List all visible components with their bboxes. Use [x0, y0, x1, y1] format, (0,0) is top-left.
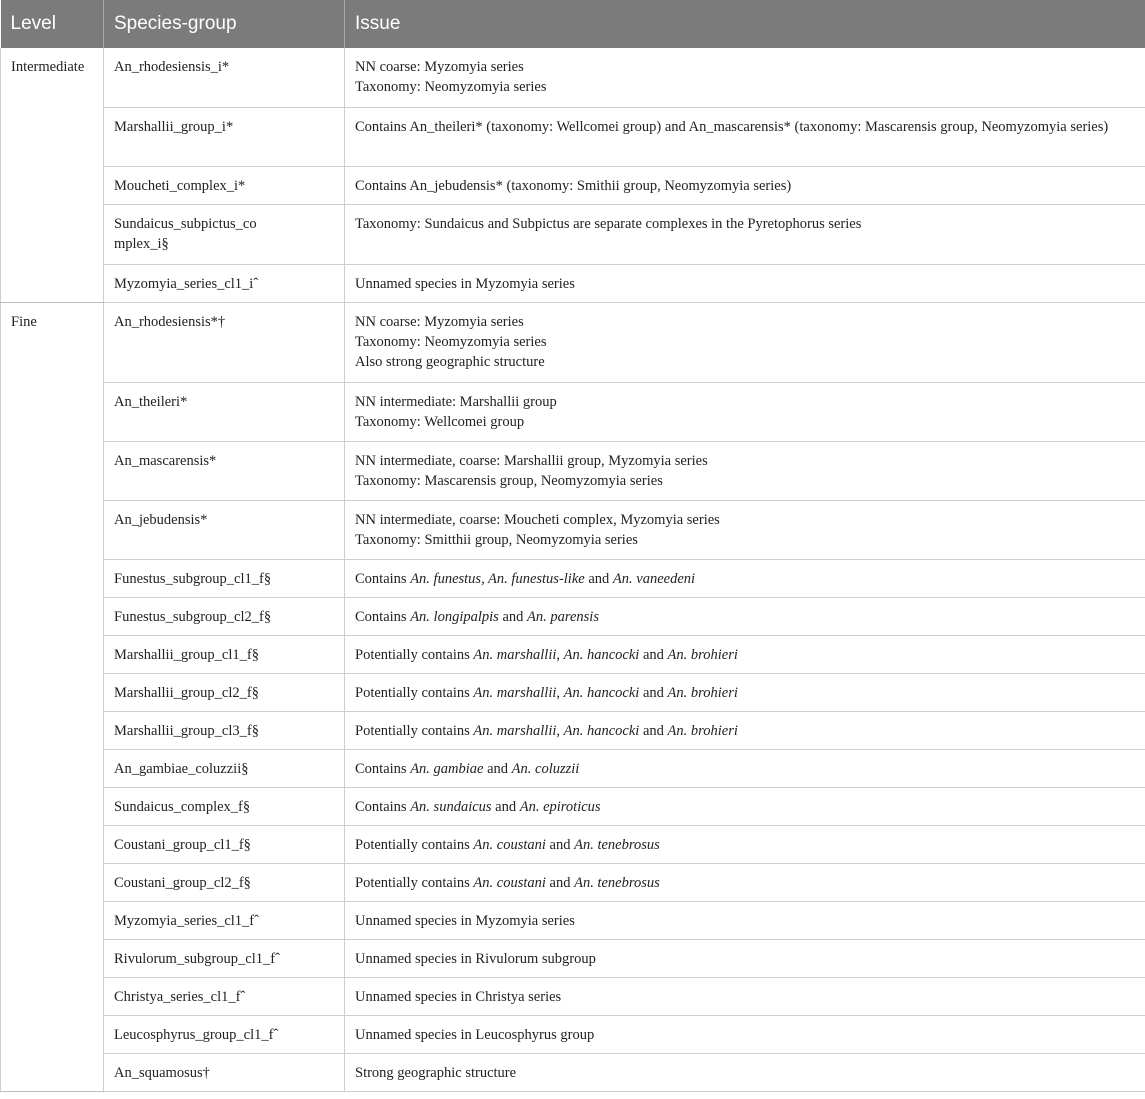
issue-text: , — [556, 722, 564, 739]
species-name: An. parensis — [527, 608, 599, 625]
issue-text: Contains — [355, 760, 411, 777]
issue-text: and — [483, 760, 512, 777]
table-row — [1, 749, 1145, 787]
table-row — [1, 382, 1145, 441]
table-row — [1, 107, 1145, 166]
species-group-cell: Marshallii_group_cl2_f§ — [104, 673, 345, 711]
issue-text: , — [556, 684, 564, 701]
issue-line: Unnamed species in Myzomyia series — [355, 912, 575, 929]
issue-text: and — [498, 608, 527, 625]
species-group-cell: Myzomyia_series_cl1_fˆ — [104, 901, 345, 939]
table-row — [1, 901, 1145, 939]
issue-line: Taxonomy: Sundaicus and Subpictus are separate complexes in the Pyretophorus series — [355, 215, 862, 232]
issue-line: Unnamed species in Myzomyia series — [355, 275, 575, 292]
table-row — [1, 1053, 1145, 1091]
issue-cell — [345, 107, 1145, 166]
table-row — [1, 597, 1145, 635]
table-row — [1, 787, 1145, 825]
species-name: An. brohieri — [667, 684, 738, 701]
issue-cell — [345, 204, 1145, 264]
issue-line: Contains An_jebudensis* (taxonomy: Smithii group, Neomyzomyia series) — [355, 177, 792, 194]
table-row — [1, 863, 1145, 901]
issue-cell — [345, 382, 1145, 441]
table-row — [1, 204, 1145, 264]
issue-text: and — [491, 798, 520, 815]
species-name: An. longipalpis — [410, 608, 499, 625]
issue-cell — [345, 500, 1145, 559]
issue-text: and — [584, 570, 613, 587]
species-group-cell: Funestus_subgroup_cl1_f§ — [104, 559, 345, 597]
issue-line: Unnamed species in Rivulorum subgroup — [355, 950, 596, 967]
issue-text: and — [545, 874, 575, 891]
table-row — [1, 673, 1145, 711]
species-group-cell: Funestus_subgroup_cl2_f§ — [104, 597, 345, 635]
table-row — [1, 635, 1145, 673]
issue-cell — [345, 749, 1145, 787]
header-issue: Issue — [345, 0, 1145, 48]
issue-line: Also strong geographic structure — [355, 353, 545, 370]
issue-text: and — [639, 684, 668, 701]
level-intermediate: Intermediate — [1, 48, 104, 302]
species-group-cell: An_theileri* — [104, 382, 345, 441]
species-group-cell: An_gambiae_coluzzii§ — [104, 749, 345, 787]
issue-text: Potentially contains — [355, 874, 474, 891]
species-group-cell: Coustani_group_cl2_f§ — [104, 863, 345, 901]
issue-cell — [345, 1053, 1145, 1091]
issue-cell — [345, 787, 1145, 825]
table-row — [1, 711, 1145, 749]
issue-line: Taxonomy: Smitthii group, Neomyzomyia series — [355, 531, 638, 548]
issue-line: Unnamed species in Leucosphyrus group — [355, 1026, 595, 1043]
issue-line: NN intermediate, coarse: Moucheti complex, Myzomyia series — [355, 511, 720, 528]
table-row — [1, 825, 1145, 863]
species-name: An. brohieri — [667, 722, 738, 739]
issue-line: Strong geographic structure — [355, 1064, 517, 1081]
species-group-cell: Christya_series_cl1_fˆ — [104, 977, 345, 1015]
species-name: An. tenebrosus — [574, 836, 660, 853]
table-body — [1, 48, 1145, 1091]
species-group-cell: Sundaicus_complex_f§ — [104, 787, 345, 825]
species-name: An. gambiae — [410, 760, 484, 777]
table-row — [1, 1015, 1145, 1053]
issue-cell — [345, 825, 1145, 863]
issue-cell — [345, 441, 1145, 500]
issue-text: and — [545, 836, 575, 853]
species-name: An. hancocki — [563, 646, 640, 663]
issue-line: Taxonomy: Neomyzomyia series — [355, 79, 547, 95]
species-group-cell: An_rhodesiensis_i* — [104, 48, 345, 107]
species-group-cell: An_mascarensis* — [104, 441, 345, 500]
issue-cell — [345, 863, 1145, 901]
species-name: An. vaneedeni — [612, 570, 696, 587]
table-row — [1, 977, 1145, 1015]
species-name: An. hancocki — [563, 684, 640, 701]
issue-line: NN coarse: Myzomyia series — [355, 313, 524, 330]
issue-text: Potentially contains — [355, 684, 474, 701]
species-name: An. marshallii — [473, 646, 557, 663]
species-name: An. coustani — [473, 874, 546, 891]
issue-cell — [345, 166, 1145, 204]
issue-line: NN coarse: Myzomyia series — [355, 59, 524, 75]
table-row — [1, 939, 1145, 977]
issue-line: NN intermediate, coarse: Marshallii group, Myzomyia series — [355, 452, 708, 469]
issue-line: Taxonomy: Wellcomei group — [355, 413, 525, 430]
issue-text: Potentially contains — [355, 646, 474, 663]
issue-line: Contains An_theileri* (taxonomy: Wellcomei group) and An_mascarensis* (taxonomy: Mascarensis group, Neomyzomyia series) — [355, 118, 1109, 135]
species-name: An. brohieri — [667, 646, 738, 663]
species-group-cell: An_rhodesiensis*† — [104, 302, 345, 382]
issue-cell — [345, 1015, 1145, 1053]
species-name: An. sundaicus — [410, 798, 492, 815]
species-group-cell: Marshallii_group_cl3_f§ — [104, 711, 345, 749]
species-group-cell: Moucheti_complex_i* — [104, 166, 345, 204]
issue-cell — [345, 635, 1145, 673]
issue-cell — [345, 559, 1145, 597]
species-name: An. hancocki — [563, 722, 640, 739]
species-group-cell: Marshallii_group_i* — [104, 107, 345, 166]
issue-line: Taxonomy: Mascarensis group, Neomyzomyia series — [355, 472, 663, 489]
issue-line: Unnamed species in Christya series — [355, 988, 562, 1005]
table-row — [1, 264, 1145, 302]
issue-text: and — [639, 722, 668, 739]
issue-text: Potentially contains — [355, 836, 474, 853]
issue-cell — [345, 264, 1145, 302]
species-group-cell: Coustani_group_cl1_f§ — [104, 825, 345, 863]
species-group-cell: Leucosphyrus_group_cl1_fˆ — [104, 1015, 345, 1053]
species-name: An. marshallii — [473, 722, 557, 739]
issue-cell — [345, 48, 1145, 107]
species-name: An. funestus, An. funestus-like — [410, 570, 585, 587]
species-name: An. epiroticus — [519, 798, 601, 815]
species-group-text: Sundaicus_subpictus_complex_i§ — [114, 215, 257, 252]
issue-text: and — [639, 646, 668, 663]
table-row — [1, 559, 1145, 597]
issue-text: Contains — [355, 608, 411, 625]
table-row — [1, 302, 1145, 382]
table-row — [1, 441, 1145, 500]
table-row — [1, 48, 1145, 107]
level-fine: Fine — [1, 302, 104, 1091]
issue-cell — [345, 711, 1145, 749]
header-level: Level — [1, 0, 104, 48]
species-name: An. coluzzii — [511, 760, 580, 777]
header-species-group: Species-group — [104, 0, 345, 48]
species-group-cell: An_squamosus† — [104, 1053, 345, 1091]
species-group-cell: An_jebudensis* — [104, 500, 345, 559]
issue-line: NN intermediate: Marshallii group — [355, 393, 557, 410]
issue-text: Contains — [355, 798, 411, 815]
species-group-cell: Marshallii_group_cl1_f§ — [104, 635, 345, 673]
issue-cell — [345, 302, 1145, 382]
header-row — [1, 0, 1145, 48]
species-group-cell: Myzomyia_series_cl1_iˆ — [104, 264, 345, 302]
issue-cell — [345, 901, 1145, 939]
species-group-cell — [104, 204, 345, 264]
species-name: An. tenebrosus — [574, 874, 660, 891]
issue-cell — [345, 977, 1145, 1015]
issue-text: Potentially contains — [355, 722, 474, 739]
issue-cell — [345, 597, 1145, 635]
table-row — [1, 500, 1145, 559]
issue-cell — [345, 939, 1145, 977]
table-row — [1, 166, 1145, 204]
issue-cell — [345, 673, 1145, 711]
issue-text: Contains — [355, 570, 411, 587]
species-name: An. coustani — [473, 836, 546, 853]
issue-line: Taxonomy: Neomyzomyia series — [355, 333, 547, 350]
species-group-cell: Rivulorum_subgroup_cl1_fˆ — [104, 939, 345, 977]
species-name: An. marshallii — [473, 684, 557, 701]
issue-text: , — [556, 646, 564, 663]
